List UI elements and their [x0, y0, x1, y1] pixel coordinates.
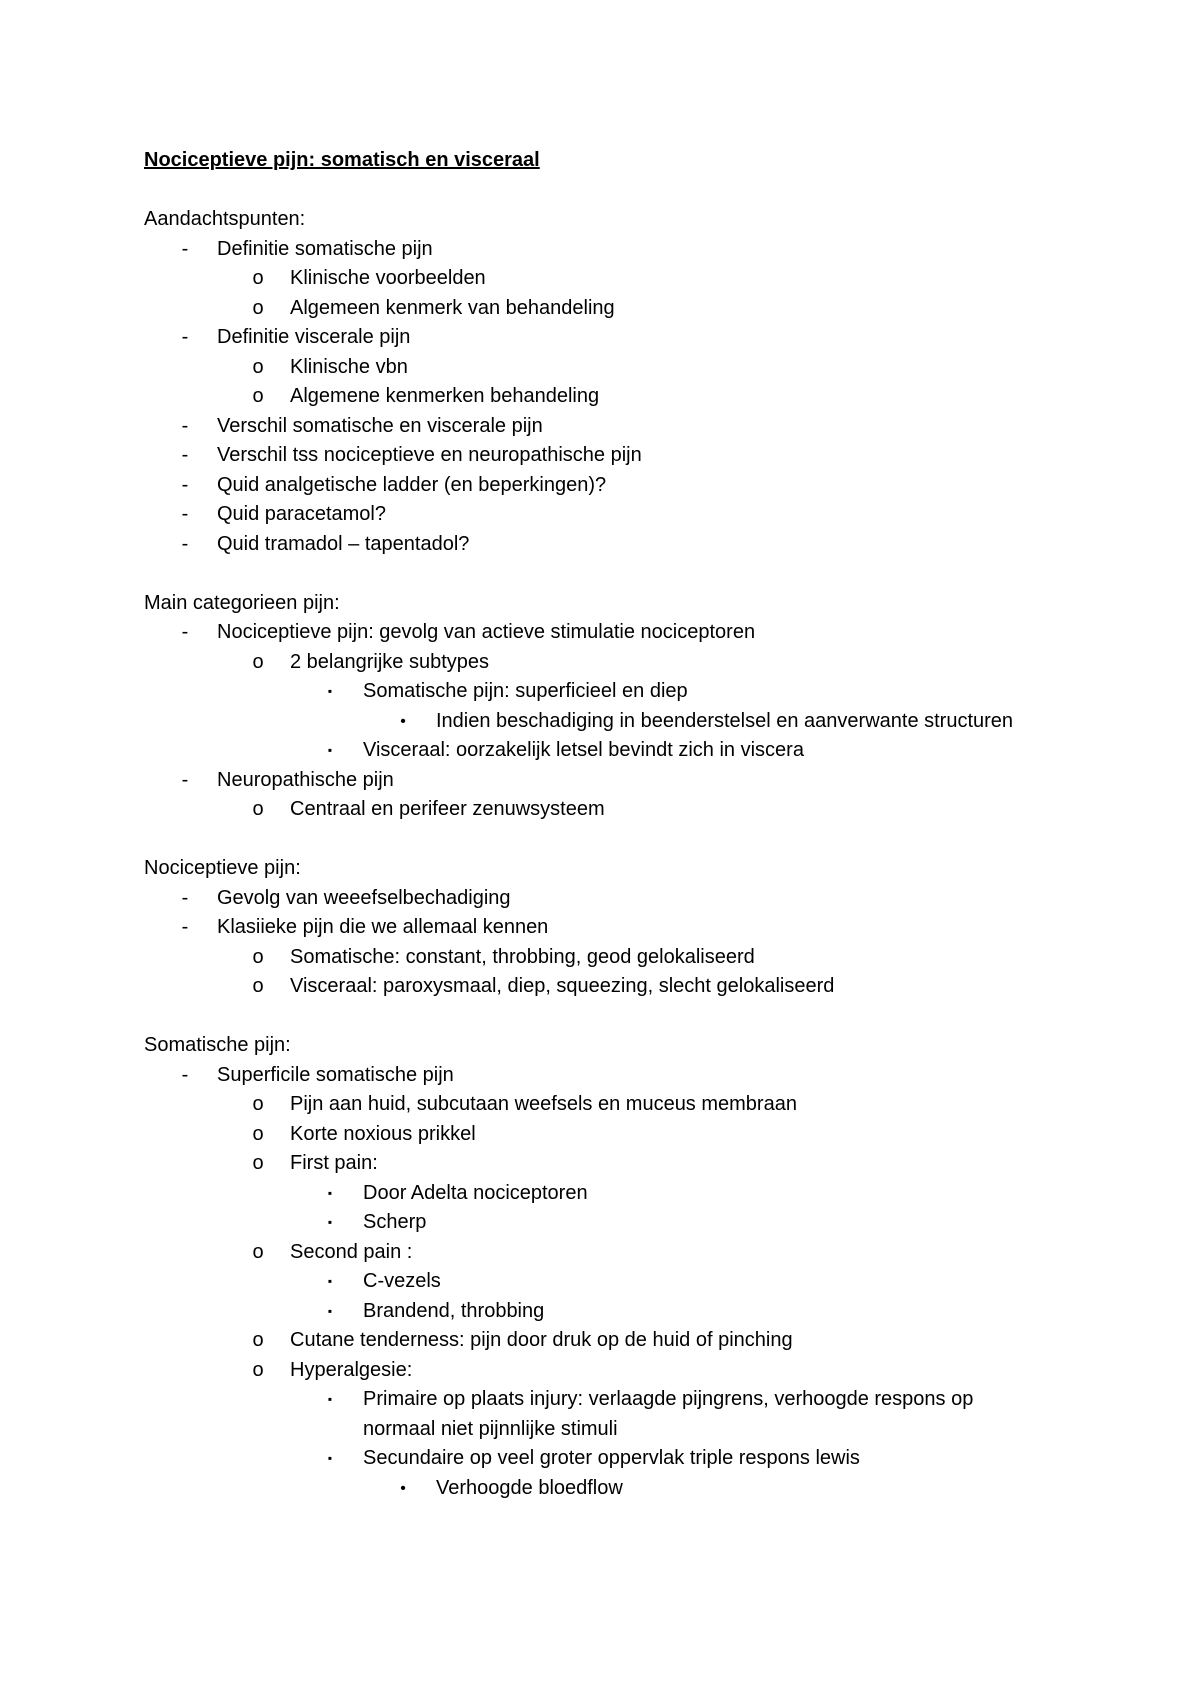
list-item: o 2 belangrijke subtypes: [144, 648, 1084, 678]
circle-bullet-icon: o: [252, 945, 264, 968]
list-item: o Hyperalgesie:: [144, 1356, 1084, 1386]
section-heading-nociceptieve-pijn: Nociceptieve pijn:: [144, 857, 301, 879]
list-item: o Somatische: constant, throbbing, geod gelokaliseerd: [144, 943, 1084, 973]
circle-bullet-icon: o: [252, 267, 264, 289]
circle-bullet-icon: o: [252, 1093, 264, 1115]
dash-marker: -: [181, 414, 189, 437]
list-item: • Verhoogde bloedflow: [144, 1474, 1084, 1504]
blank-line: [144, 1002, 1084, 1032]
list-item: o Algemene kenmerken behandeling: [144, 382, 1084, 412]
dash-marker: -: [181, 916, 189, 938]
round-bullet-icon: •: [400, 1479, 406, 1497]
list-item: - Gevolg van weeefselbechadiging: [144, 884, 1084, 914]
list-item: - Verschil tss nociceptieve en neuropathische pijn: [144, 441, 1084, 471]
dash-marker: -: [181, 768, 189, 791]
square-bullet-icon: ▪: [327, 684, 333, 698]
list-item: - Definitie viscerale pijn: [144, 323, 1084, 353]
section-heading-main-categorieen: Main categorieen pijn:: [144, 591, 340, 614]
section-heading-aandachtspunten: Aandachtspunten:: [144, 208, 306, 230]
square-bullet-icon: ▪: [327, 743, 333, 757]
dash-marker: -: [181, 886, 189, 909]
section-heading-somatische-pijn: Somatische pijn:: [144, 1034, 291, 1056]
dash-marker: -: [181, 621, 189, 643]
square-bullet-icon: ▪: [327, 1392, 333, 1406]
list-item: - Neuropathische pijn: [144, 766, 1084, 796]
circle-bullet-icon: o: [252, 1152, 264, 1174]
list-item: o Cutane tenderness: pijn door druk op de huid of pinching: [144, 1326, 1084, 1356]
list-item: ▪ Visceraal: oorzakelijk letsel bevindt zich in viscera: [144, 736, 1084, 766]
square-bullet-icon: ▪: [327, 1185, 333, 1200]
list-item: ▪ Primaire op plaats injury: verlaagde pijngrens, verhoogde respons op normaal niet pijnnlijke stimuli: [144, 1385, 983, 1444]
list-item: o Klinische voorbeelden: [144, 264, 1084, 294]
circle-bullet-icon: o: [252, 1240, 264, 1263]
circle-bullet-icon: o: [252, 385, 264, 407]
list-item: ▪ C-vezels: [144, 1267, 1084, 1297]
list-item: - Superficile somatische pijn: [144, 1061, 1084, 1091]
list-item: o Visceraal: paroxysmaal, diep, squeezing, slecht gelokaliseerd: [144, 972, 1084, 1002]
list-item: - Nociceptieve pijn: gevolg van actieve stimulatie nociceptoren: [144, 618, 1084, 648]
list-item: ▪ Scherp: [144, 1208, 1084, 1238]
list-item: o Algemeen kenmerk van behandeling: [144, 294, 1084, 324]
dash-marker: -: [181, 503, 189, 525]
circle-bullet-icon: o: [252, 798, 264, 820]
square-bullet-icon: ▪: [327, 1303, 333, 1318]
round-bullet-icon: •: [400, 712, 406, 730]
square-bullet-icon: ▪: [327, 1215, 333, 1229]
list-item: o Centraal en perifeer zenuwsysteem: [144, 795, 1084, 825]
list-item: - Quid tramadol – tapentadol?: [144, 530, 1084, 560]
blank-line: [144, 825, 1084, 855]
dash-marker: -: [181, 237, 189, 260]
dash-marker: -: [181, 326, 189, 348]
circle-bullet-icon: o: [252, 650, 264, 673]
list-item: o Pijn aan huid, subcutaan weefsels en muceus membraan: [144, 1090, 1084, 1120]
blank-line: [144, 559, 1084, 589]
list-item: o Klinische vbn: [144, 353, 1084, 383]
list-item: ▪ Secundaire op veel groter oppervlak triple respons lewis: [144, 1444, 1084, 1474]
document-content: [144, 146, 1084, 1503]
list-item: o Second pain :: [144, 1238, 1084, 1268]
list-item: o First pain:: [144, 1149, 1084, 1179]
circle-bullet-icon: o: [252, 296, 264, 319]
circle-bullet-icon: o: [252, 1358, 264, 1381]
list-item: o Korte noxious prikkel: [144, 1120, 1084, 1150]
list-item: ▪ Brandend, throbbing: [144, 1297, 1084, 1327]
blank-line: [144, 176, 1084, 206]
square-bullet-icon: ▪: [327, 1451, 333, 1465]
circle-bullet-icon: o: [252, 355, 264, 378]
square-bullet-icon: ▪: [327, 1274, 333, 1288]
dash-marker: -: [181, 532, 189, 555]
list-item: - Definitie somatische pijn: [144, 235, 1084, 265]
dash-marker: -: [181, 473, 189, 496]
list-item: - Verschil somatische en viscerale pijn: [144, 412, 1084, 442]
circle-bullet-icon: o: [252, 975, 264, 997]
circle-bullet-icon: o: [252, 1329, 264, 1351]
list-item: - Klasiieke pijn die we allemaal kennen: [144, 913, 1084, 943]
list-item: ▪ Door Adelta nociceptoren: [144, 1179, 1084, 1209]
circle-bullet-icon: o: [252, 1122, 264, 1145]
list-item: - Quid analgetische ladder (en beperkingen)?: [144, 471, 1084, 501]
list-item: • Indien beschadiging in beenderstelsel en aanverwante structuren: [144, 707, 1056, 737]
list-item: - Quid paracetamol?: [144, 500, 1084, 530]
dash-marker: -: [181, 1063, 189, 1086]
dash-marker: -: [181, 444, 189, 466]
page-title: Nociceptieve pijn: somatisch en visceraal: [144, 149, 540, 171]
list-item: ▪ Somatische pijn: superficieel en diep: [144, 677, 1084, 707]
